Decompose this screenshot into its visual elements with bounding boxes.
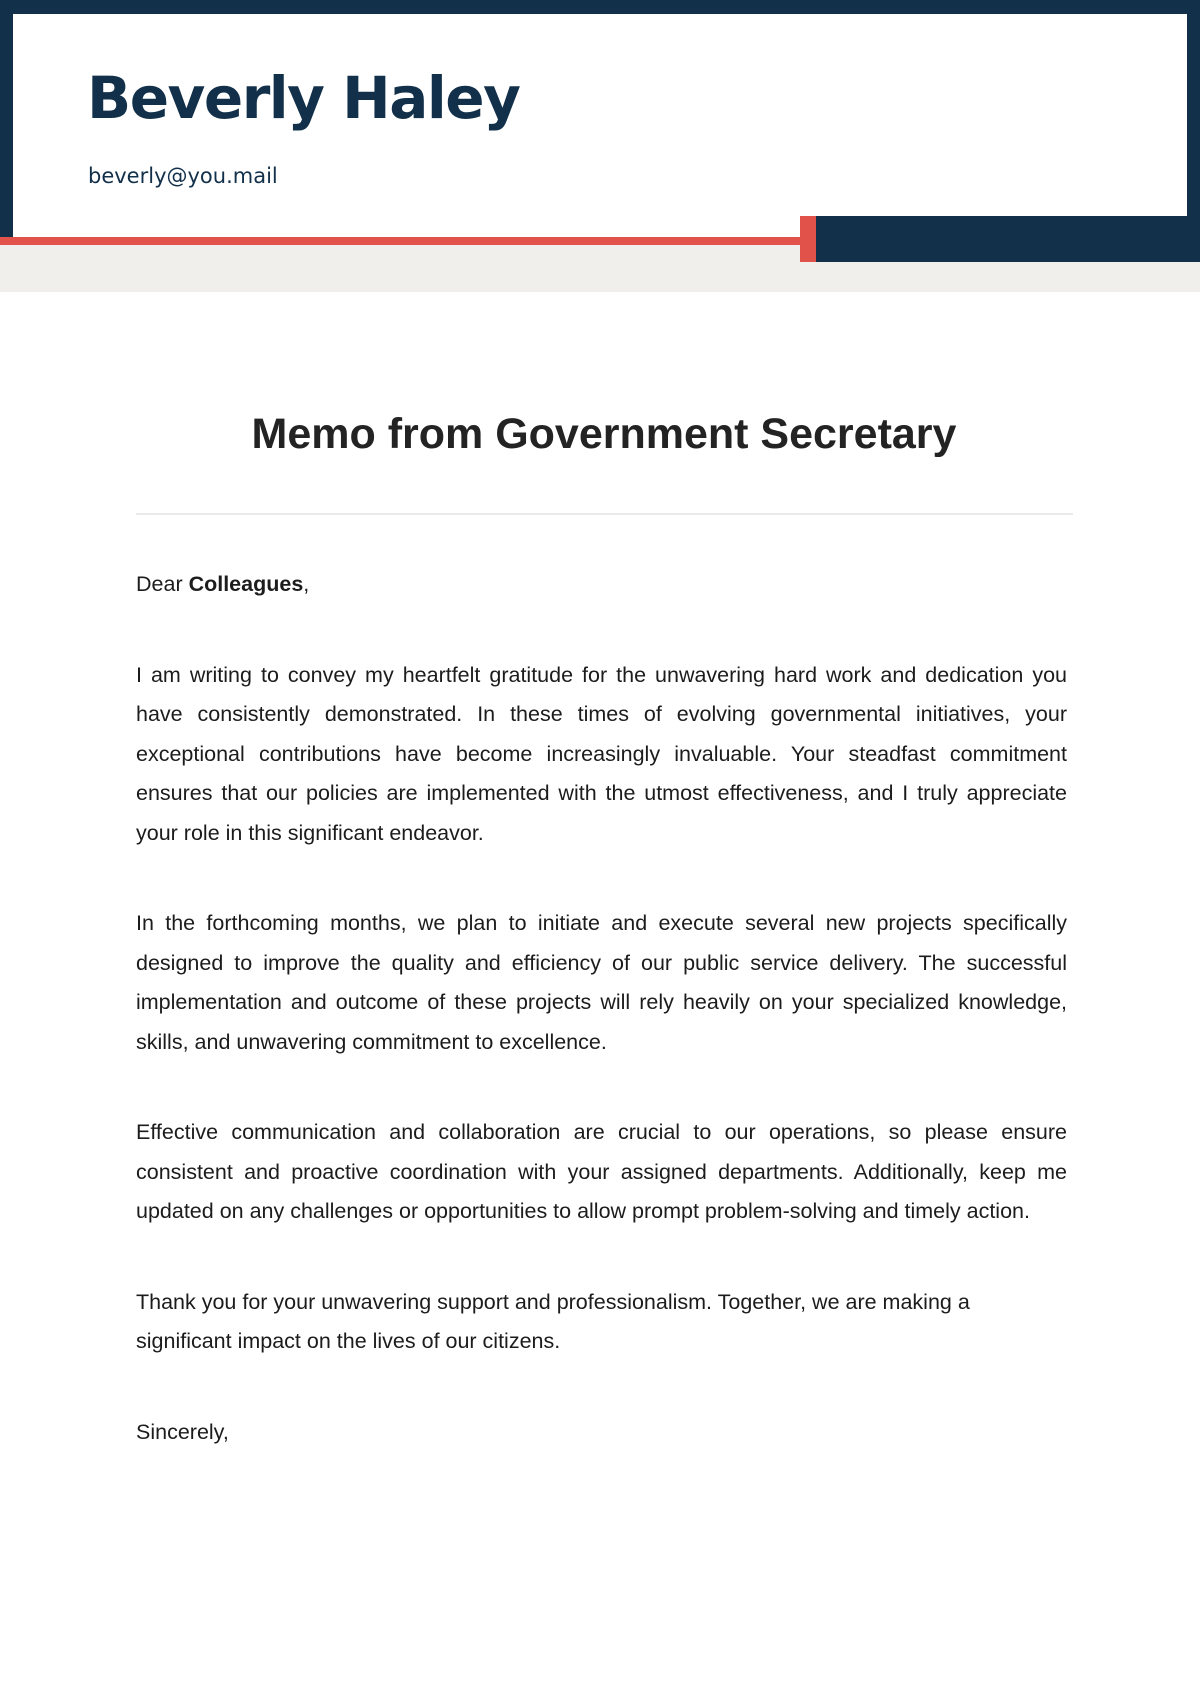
sender-email: beverly@you.mail: [88, 164, 278, 188]
accent-red-block: [800, 216, 816, 262]
memo-title: Memo from Government Secretary: [251, 410, 957, 458]
title-divider: [136, 513, 1073, 515]
salutation-suffix: ,: [303, 572, 310, 596]
paragraph-gratitude: I am writing to convey my heartfelt gratitude for the unwavering hard work and dedication you have consistently demonstrated. In these times of evolving governmental initiatives, your exceptional contributions have become increasingly invaluable. Your steadfast commitment ensures that our policies are implemented with the utmost effectiveness, and I truly appreciate your role in this significant endeavor.: [136, 662, 1067, 845]
accent-red-line: [0, 237, 800, 245]
salutation-prefix: Dear: [136, 572, 189, 596]
letterhead-gray-strip: [0, 245, 800, 262]
letterhead: [0, 0, 1200, 292]
sender-name: Beverly Haley: [87, 64, 520, 132]
letterhead-card-extension: [13, 216, 800, 237]
paragraph-projects: In the forthcoming months, we plan to initiate and execute several new projects specifically designed to improve the quality and efficiency of our public service delivery. The successful implementation and outcome of these projects will rely heavily on your specialized knowledge, skills, and unwavering commitment to excellence.: [136, 911, 1067, 1054]
memo-body: [136, 565, 1067, 1503]
closing: Sincerely,: [136, 1419, 229, 1444]
paragraph-communication: Effective communication and collaboration are crucial to our operations, so please ensure consistent and proactive coordination with your assigned departments. Additionally, keep me updated on any challenges or opportunities to allow prompt problem-solving and timely action.: [136, 1120, 1067, 1223]
salutation-recipient: Colleagues: [188, 572, 304, 596]
salutation: [136, 565, 1067, 605]
paragraph-thanks: Thank you for your unwavering support and professionalism. Together, we are making a significant impact on the lives of our citizens.: [136, 1289, 970, 1353]
